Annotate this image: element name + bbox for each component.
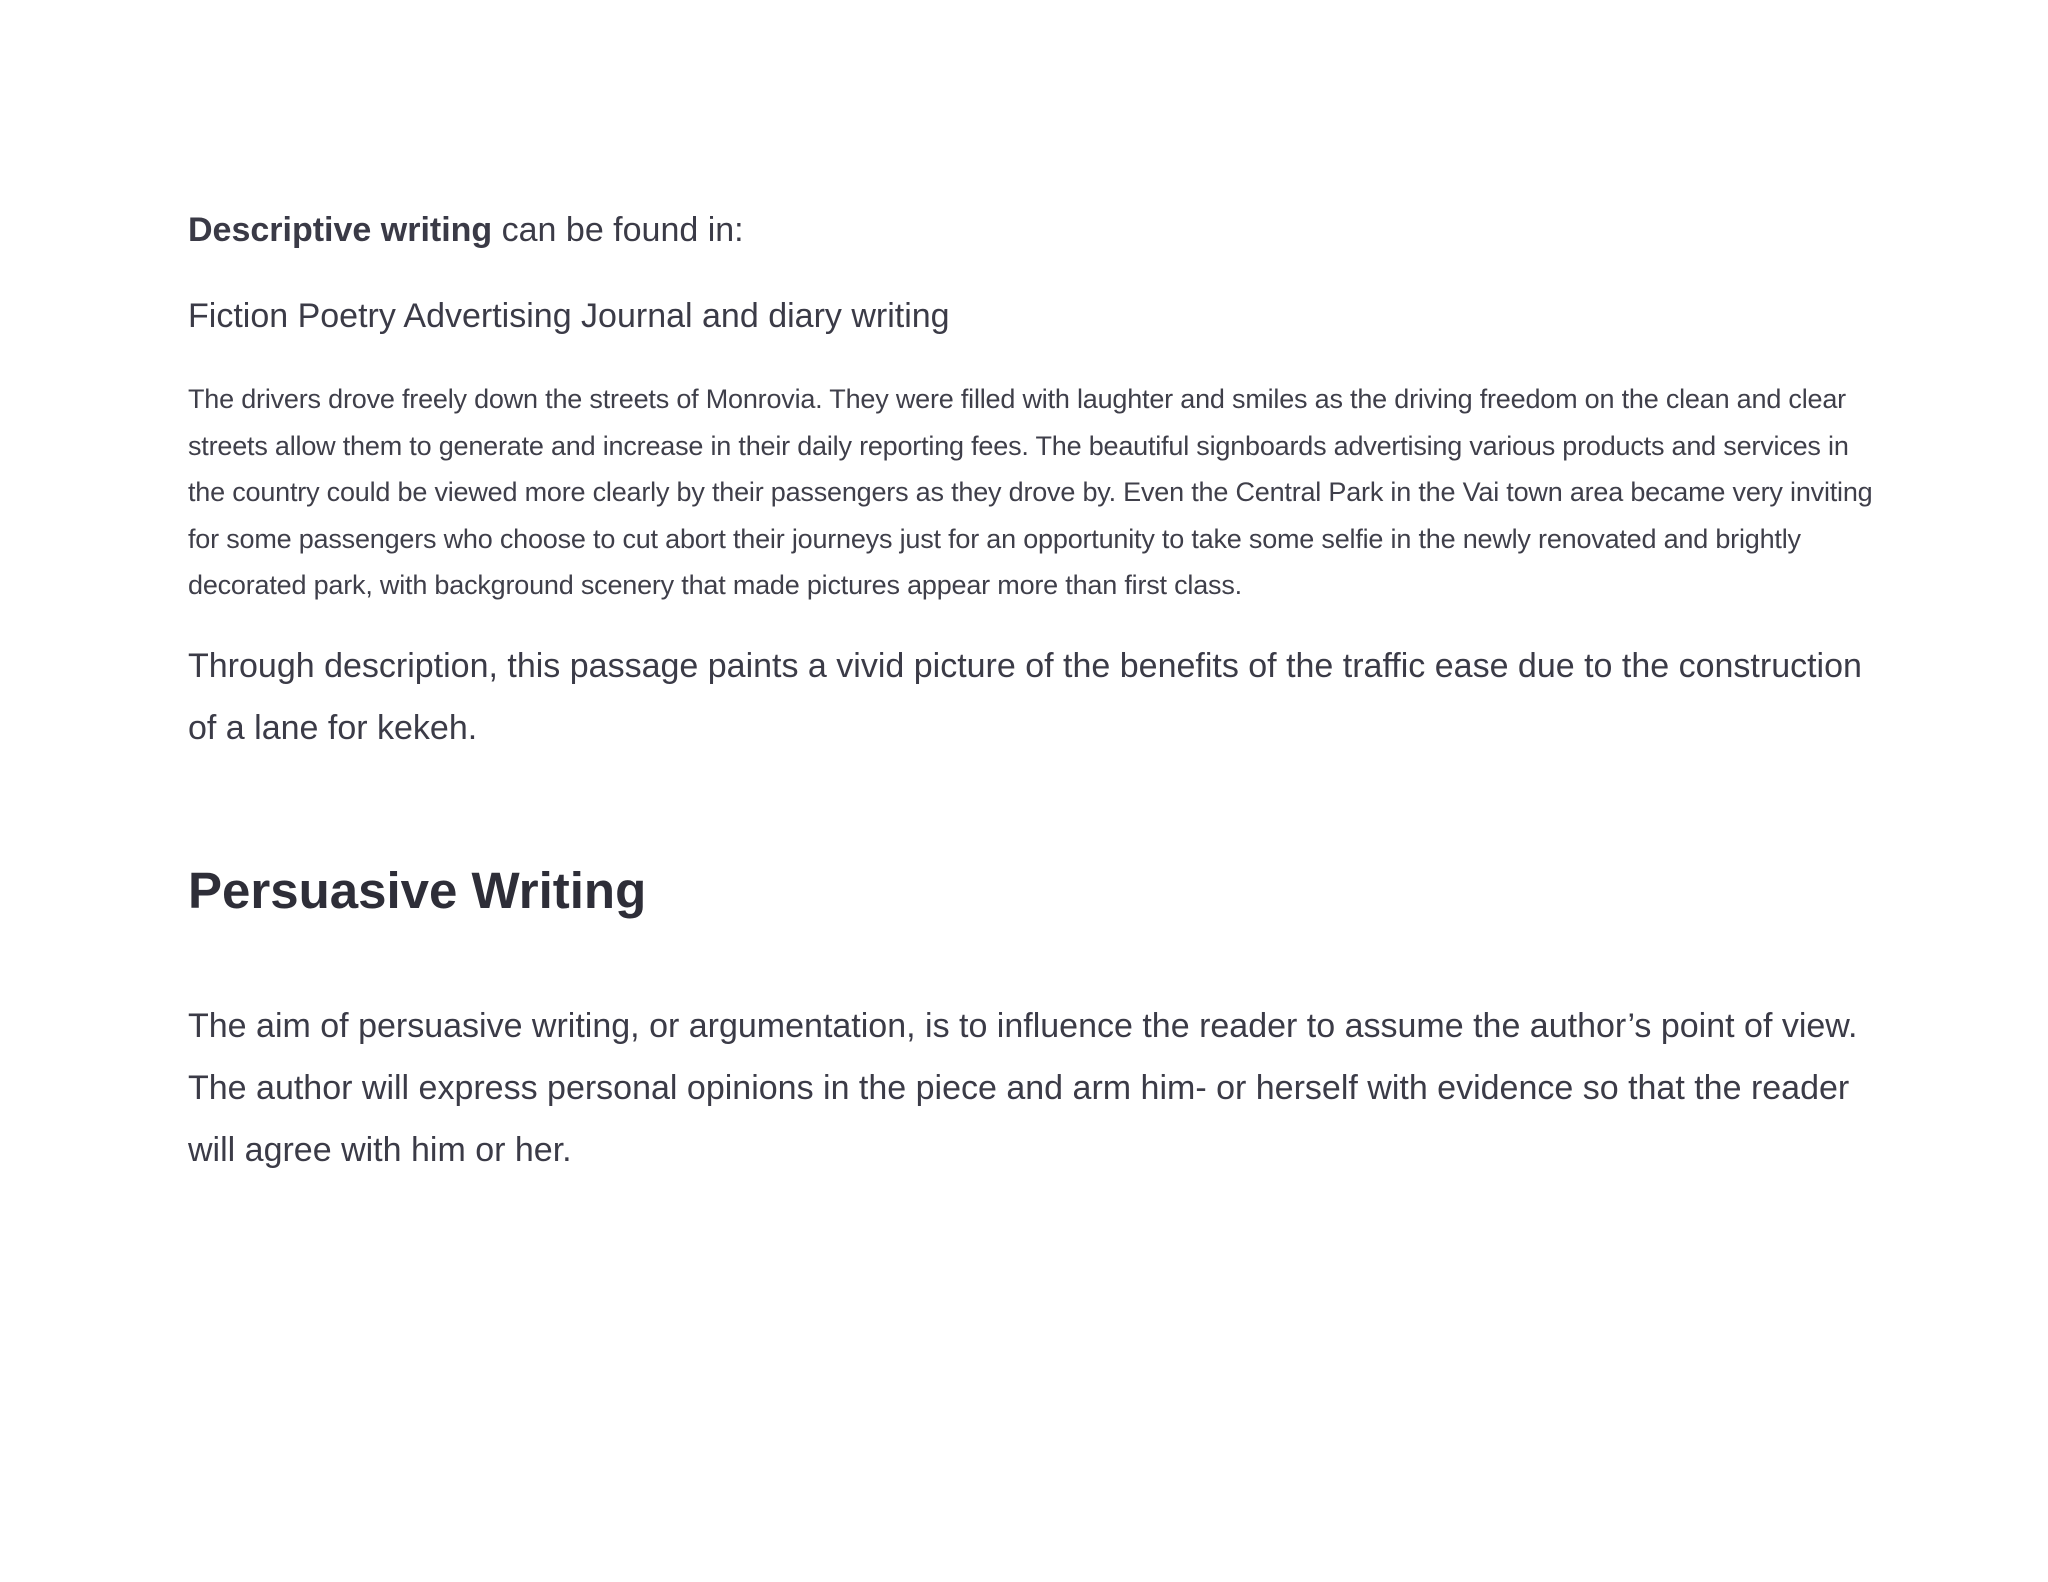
example-passage: The drivers drove freely down the streets of Monrovia. They were filled with laughter and smiles as the driving freedom on the clean and clear streets allow them to generate and increase in their daily reporting fees. The beautiful signboards advertising various products and services in the country could be viewed more clearly by their passengers as they drove by. Even the Central Park in the Vai town area became very inviting for some passengers who choose to cut abort their journeys just for an opportunity to take some selfie in the newly renovated and brightly decorated park, with background scenery that made pictures appear more than first class. xyxy=(188,384,1873,600)
genre-list: Fiction Poetry Advertising Journal and diary writing xyxy=(188,297,950,335)
passage-summary: Through description, this passage paints a vivid picture of the benefits of the traffic ease due to the construction of a lane for kekeh. xyxy=(188,646,1862,747)
lead-bold-term: Descriptive writing xyxy=(188,211,493,249)
page-content xyxy=(188,200,1888,1181)
persuasive-paragraph: The aim of persuasive writing, or argumentation, is to influence the reader to assume the author’s point of view. The author will express personal opinions in the piece and arm him- or herself with evidence so that the reader will agree with him or her. xyxy=(188,1006,1858,1169)
lead-text: can be found in: xyxy=(492,211,744,249)
section-heading: Persuasive Writing xyxy=(188,861,647,919)
lead-sentence xyxy=(188,200,1888,260)
